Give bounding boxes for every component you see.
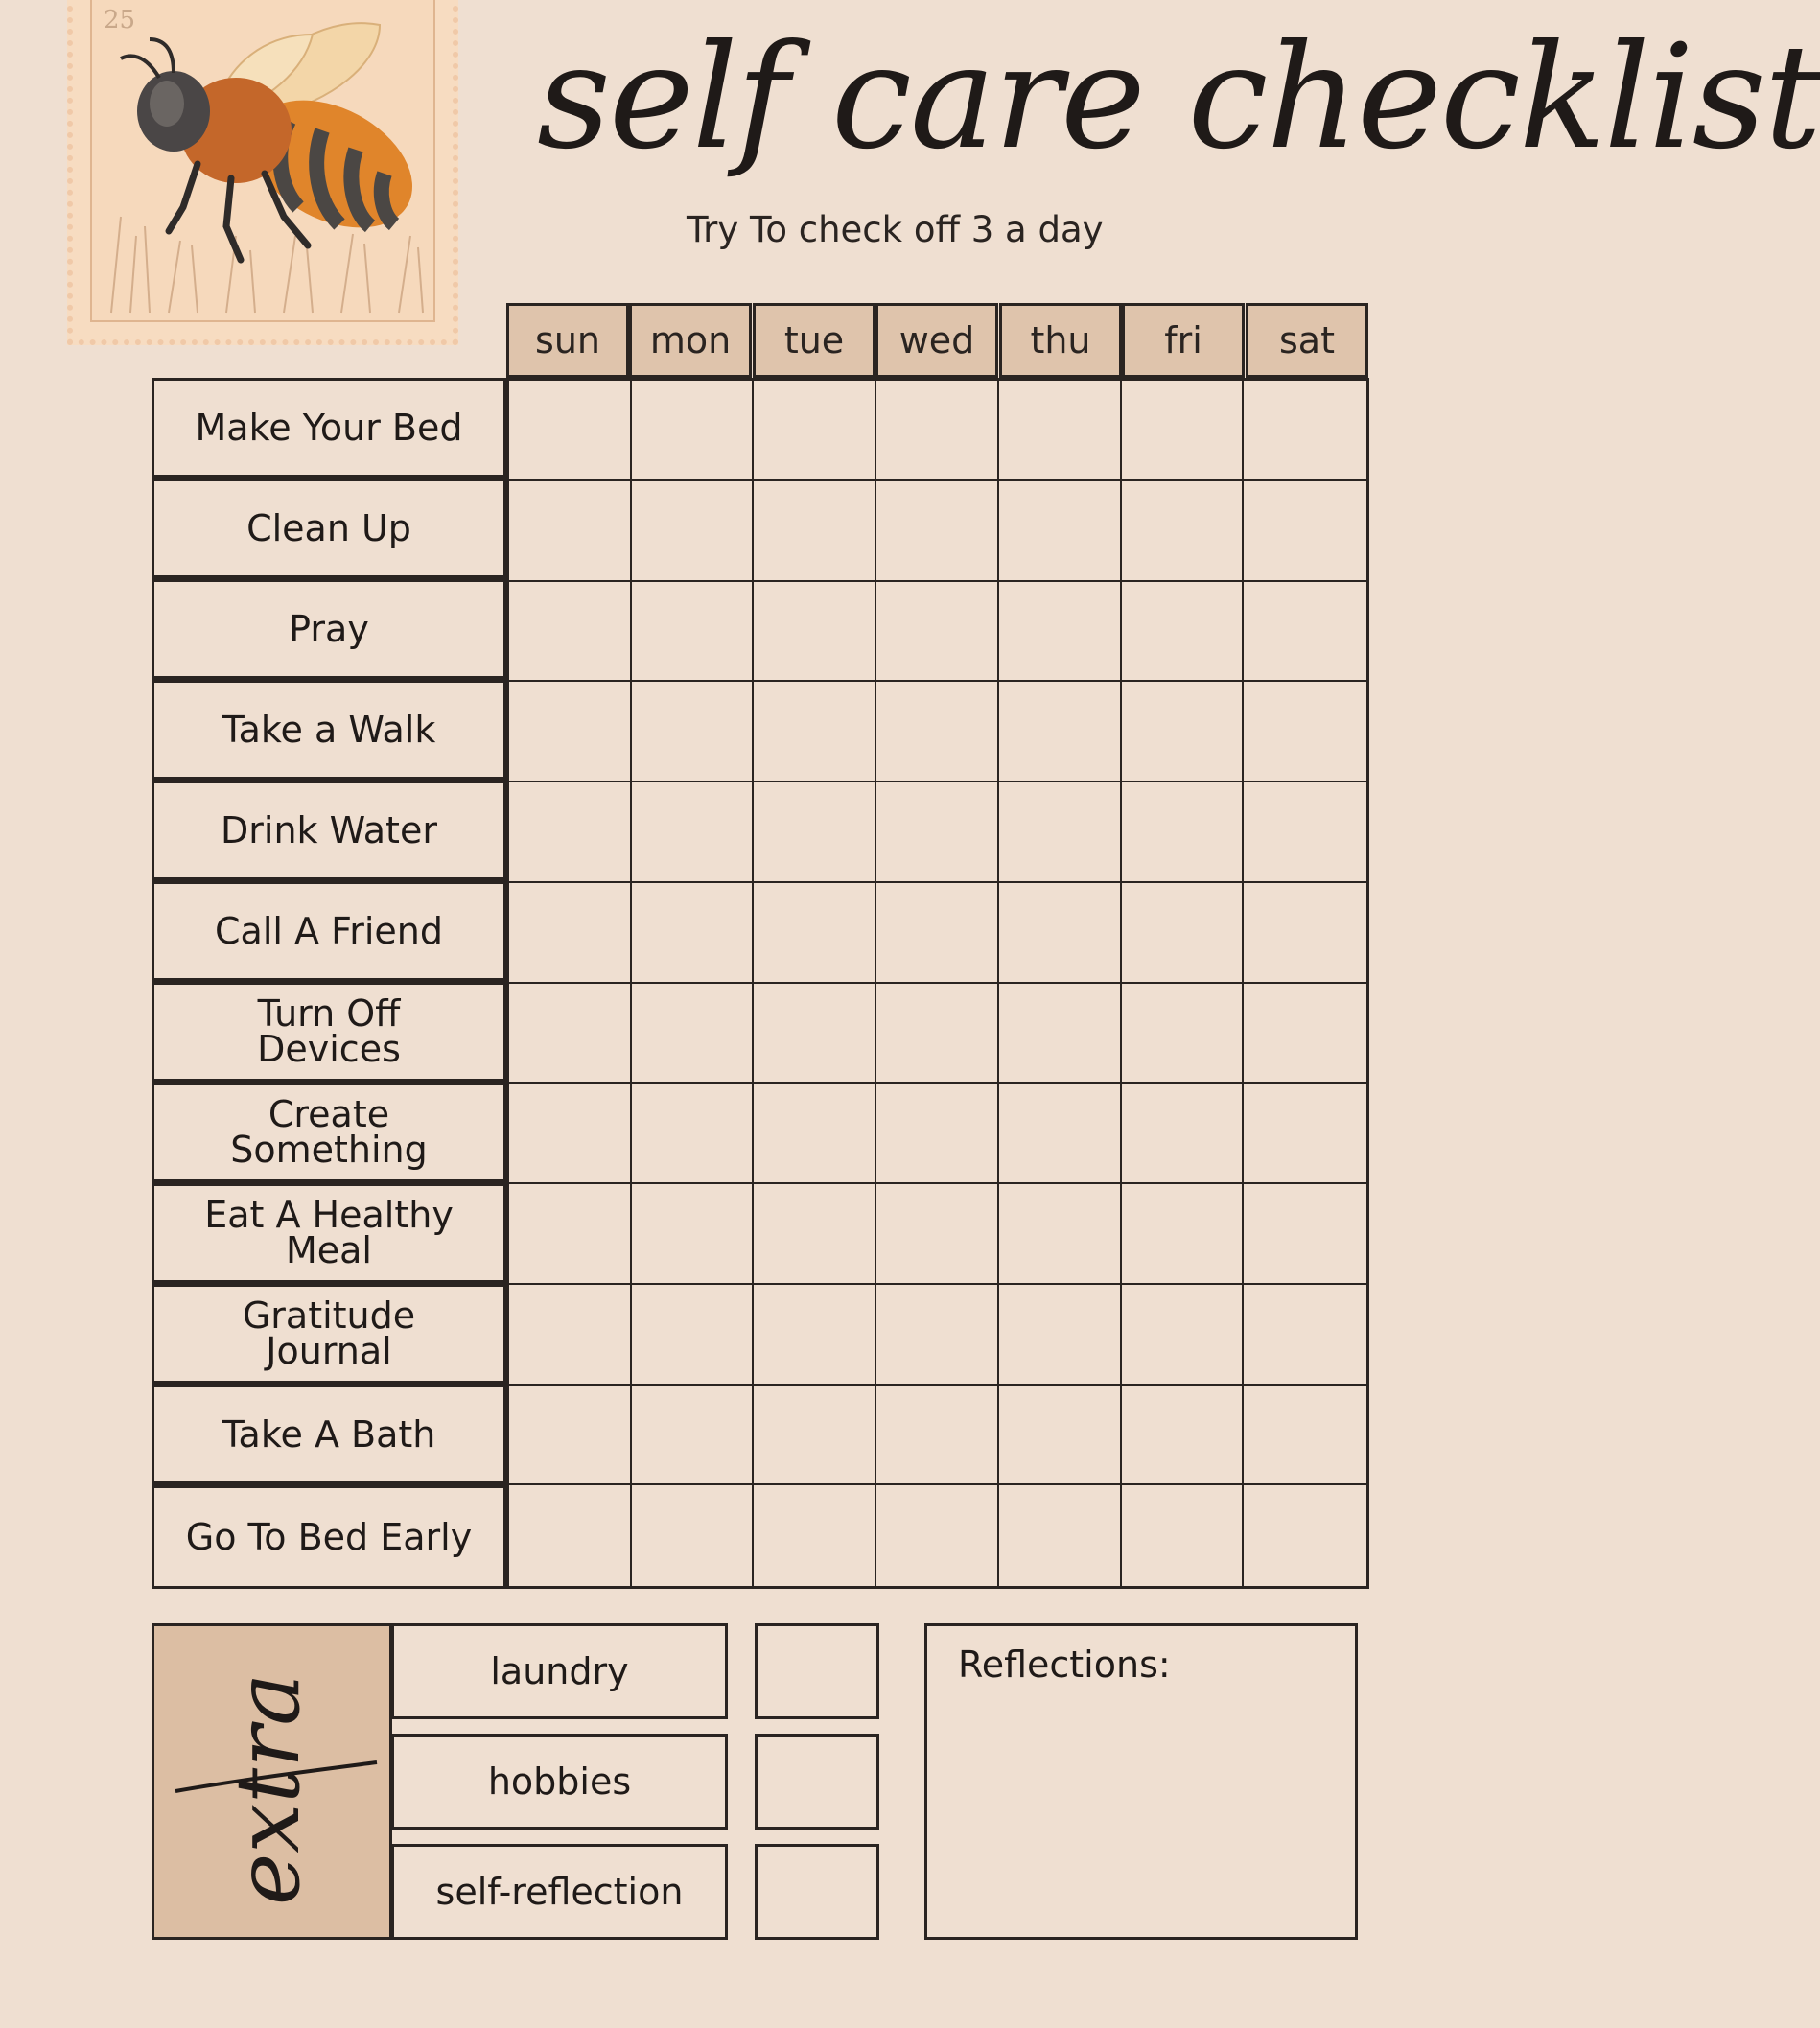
extra-script-label (154, 1626, 395, 1943)
page-title: self care checklist (537, 14, 1820, 181)
checkbox-sat-row-11[interactable] (1244, 1386, 1366, 1486)
checkbox-tue-row-7[interactable] (754, 984, 876, 1084)
day-header-fri: fri (1122, 303, 1245, 378)
checkbox-thu-row-8[interactable] (999, 1084, 1122, 1184)
checkbox-thu-row-11[interactable] (999, 1386, 1122, 1486)
checkbox-thu-row-9[interactable] (999, 1184, 1122, 1285)
checkbox-sat-row-10[interactable] (1244, 1285, 1366, 1386)
checkbox-sun-row-3[interactable] (509, 582, 632, 683)
task-take-a-walk: Take a Walk (152, 680, 506, 781)
extra-checkbox-hobbies[interactable] (755, 1734, 879, 1830)
checklist-grid (506, 378, 1369, 1589)
checkbox-fri-row-1[interactable] (1122, 381, 1245, 481)
extra-item-self-reflection: self-reflection (391, 1844, 728, 1940)
checkbox-fri-row-7[interactable] (1122, 984, 1245, 1084)
checkbox-wed-row-10[interactable] (876, 1285, 999, 1386)
checkbox-tue-row-8[interactable] (754, 1084, 876, 1184)
checkbox-sun-row-11[interactable] (509, 1386, 632, 1486)
checkbox-thu-row-1[interactable] (999, 381, 1122, 481)
checkbox-mon-row-4[interactable] (632, 682, 755, 782)
checkbox-mon-row-1[interactable] (632, 381, 755, 481)
extra-checkbox-self-reflection[interactable] (755, 1844, 879, 1940)
task-gratitude-journal: Gratitude Journal (152, 1284, 506, 1385)
checkbox-tue-row-9[interactable] (754, 1184, 876, 1285)
checkbox-thu-row-4[interactable] (999, 682, 1122, 782)
checkbox-tue-row-2[interactable] (754, 481, 876, 582)
checkbox-thu-row-10[interactable] (999, 1285, 1122, 1386)
task-pray: Pray (152, 579, 506, 680)
checkbox-sun-row-6[interactable] (509, 883, 632, 984)
checkbox-sun-row-12[interactable] (509, 1485, 632, 1586)
checkbox-fri-row-4[interactable] (1122, 682, 1245, 782)
title-area (518, 0, 1820, 232)
checkbox-thu-row-6[interactable] (999, 883, 1122, 984)
checkbox-sat-row-12[interactable] (1244, 1485, 1366, 1586)
checkbox-mon-row-9[interactable] (632, 1184, 755, 1285)
checkbox-wed-row-11[interactable] (876, 1386, 999, 1486)
checkbox-sat-row-3[interactable] (1244, 582, 1366, 683)
task-drink-water: Drink Water (152, 781, 506, 881)
bee-icon (92, 0, 449, 336)
checkbox-fri-row-10[interactable] (1122, 1285, 1245, 1386)
extra-label-text: extra (217, 1672, 319, 1906)
task-create-something: Create Something (152, 1083, 506, 1183)
checkbox-mon-row-11[interactable] (632, 1386, 755, 1486)
checkbox-tue-row-1[interactable] (754, 381, 876, 481)
checkbox-sat-row-2[interactable] (1244, 481, 1366, 582)
checkbox-thu-row-3[interactable] (999, 582, 1122, 683)
checkbox-wed-row-9[interactable] (876, 1184, 999, 1285)
checkbox-mon-row-12[interactable] (632, 1485, 755, 1586)
checkbox-tue-row-5[interactable] (754, 782, 876, 883)
checkbox-tue-row-12[interactable] (754, 1485, 876, 1586)
checkbox-sat-row-1[interactable] (1244, 381, 1366, 481)
day-header-wed: wed (875, 303, 998, 378)
checkbox-mon-row-2[interactable] (632, 481, 755, 582)
checkbox-wed-row-5[interactable] (876, 782, 999, 883)
checkbox-sun-row-4[interactable] (509, 682, 632, 782)
checkbox-tue-row-3[interactable] (754, 582, 876, 683)
checkbox-sat-row-6[interactable] (1244, 883, 1366, 984)
checkbox-fri-row-12[interactable] (1122, 1485, 1245, 1586)
checkbox-thu-row-7[interactable] (999, 984, 1122, 1084)
checkbox-fri-row-9[interactable] (1122, 1184, 1245, 1285)
day-header-thu: thu (999, 303, 1122, 378)
checkbox-wed-row-2[interactable] (876, 481, 999, 582)
checkbox-thu-row-5[interactable] (999, 782, 1122, 883)
checkbox-sun-row-9[interactable] (509, 1184, 632, 1285)
checkbox-sun-row-5[interactable] (509, 782, 632, 883)
checkbox-sat-row-8[interactable] (1244, 1084, 1366, 1184)
task-make-your-bed: Make Your Bed (152, 378, 506, 478)
checkbox-wed-row-1[interactable] (876, 381, 999, 481)
extra-item-laundry: laundry (391, 1623, 728, 1719)
checkbox-tue-row-4[interactable] (754, 682, 876, 782)
checkbox-wed-row-3[interactable] (876, 582, 999, 683)
checkbox-wed-row-12[interactable] (876, 1485, 999, 1586)
stamp-number: 25 (104, 6, 136, 35)
checkbox-mon-row-7[interactable] (632, 984, 755, 1084)
checkbox-wed-row-4[interactable] (876, 682, 999, 782)
day-header-sat: sat (1246, 303, 1368, 378)
checkbox-tue-row-6[interactable] (754, 883, 876, 984)
checkbox-sat-row-9[interactable] (1244, 1184, 1366, 1285)
checkbox-mon-row-5[interactable] (632, 782, 755, 883)
task-call-a-friend: Call A Friend (152, 881, 506, 982)
checkbox-sat-row-4[interactable] (1244, 682, 1366, 782)
checkbox-mon-row-10[interactable] (632, 1285, 755, 1386)
task-turn-off-devices: Turn Off Devices (152, 982, 506, 1083)
checkbox-sun-row-1[interactable] (509, 381, 632, 481)
checkbox-sun-row-7[interactable] (509, 984, 632, 1084)
page-subtitle: Try To check off 3 a day (687, 209, 1104, 250)
reflections-box[interactable] (924, 1623, 1358, 1940)
day-header-mon: mon (629, 303, 752, 378)
checkbox-fri-row-3[interactable] (1122, 582, 1245, 683)
checkbox-sun-row-2[interactable] (509, 481, 632, 582)
extra-label-block (152, 1623, 392, 1940)
checkbox-sat-row-7[interactable] (1244, 984, 1366, 1084)
day-header-tue: tue (753, 303, 875, 378)
checkbox-fri-row-6[interactable] (1122, 883, 1245, 984)
checkbox-sun-row-10[interactable] (509, 1285, 632, 1386)
checkbox-mon-row-8[interactable] (632, 1084, 755, 1184)
checkbox-sun-row-8[interactable] (509, 1084, 632, 1184)
stamp-frame (90, 0, 435, 322)
extra-checkbox-laundry[interactable] (755, 1623, 879, 1719)
checkbox-wed-row-6[interactable] (876, 883, 999, 984)
checkbox-fri-row-8[interactable] (1122, 1084, 1245, 1184)
task-eat-a-healthy-meal: Eat A Healthy Meal (152, 1183, 506, 1284)
day-header-sun: sun (506, 303, 629, 378)
checkbox-mon-row-3[interactable] (632, 582, 755, 683)
checkbox-fri-row-11[interactable] (1122, 1386, 1245, 1486)
checkbox-thu-row-2[interactable] (999, 481, 1122, 582)
task-clean-up: Clean Up (152, 478, 506, 579)
checkbox-tue-row-11[interactable] (754, 1386, 876, 1486)
checkbox-sat-row-5[interactable] (1244, 782, 1366, 883)
checkbox-mon-row-6[interactable] (632, 883, 755, 984)
checkbox-wed-row-8[interactable] (876, 1084, 999, 1184)
checkbox-tue-row-10[interactable] (754, 1285, 876, 1386)
task-go-to-bed-early: Go To Bed Early (152, 1485, 506, 1589)
task-take-a-bath: Take A Bath (152, 1385, 506, 1485)
extra-item-hobbies: hobbies (391, 1734, 728, 1830)
reflections-label: Reflections: (958, 1643, 1171, 1686)
checkbox-fri-row-5[interactable] (1122, 782, 1245, 883)
checkbox-wed-row-7[interactable] (876, 984, 999, 1084)
bee-stamp (67, 0, 458, 345)
checkbox-thu-row-12[interactable] (999, 1485, 1122, 1586)
checkbox-fri-row-2[interactable] (1122, 481, 1245, 582)
